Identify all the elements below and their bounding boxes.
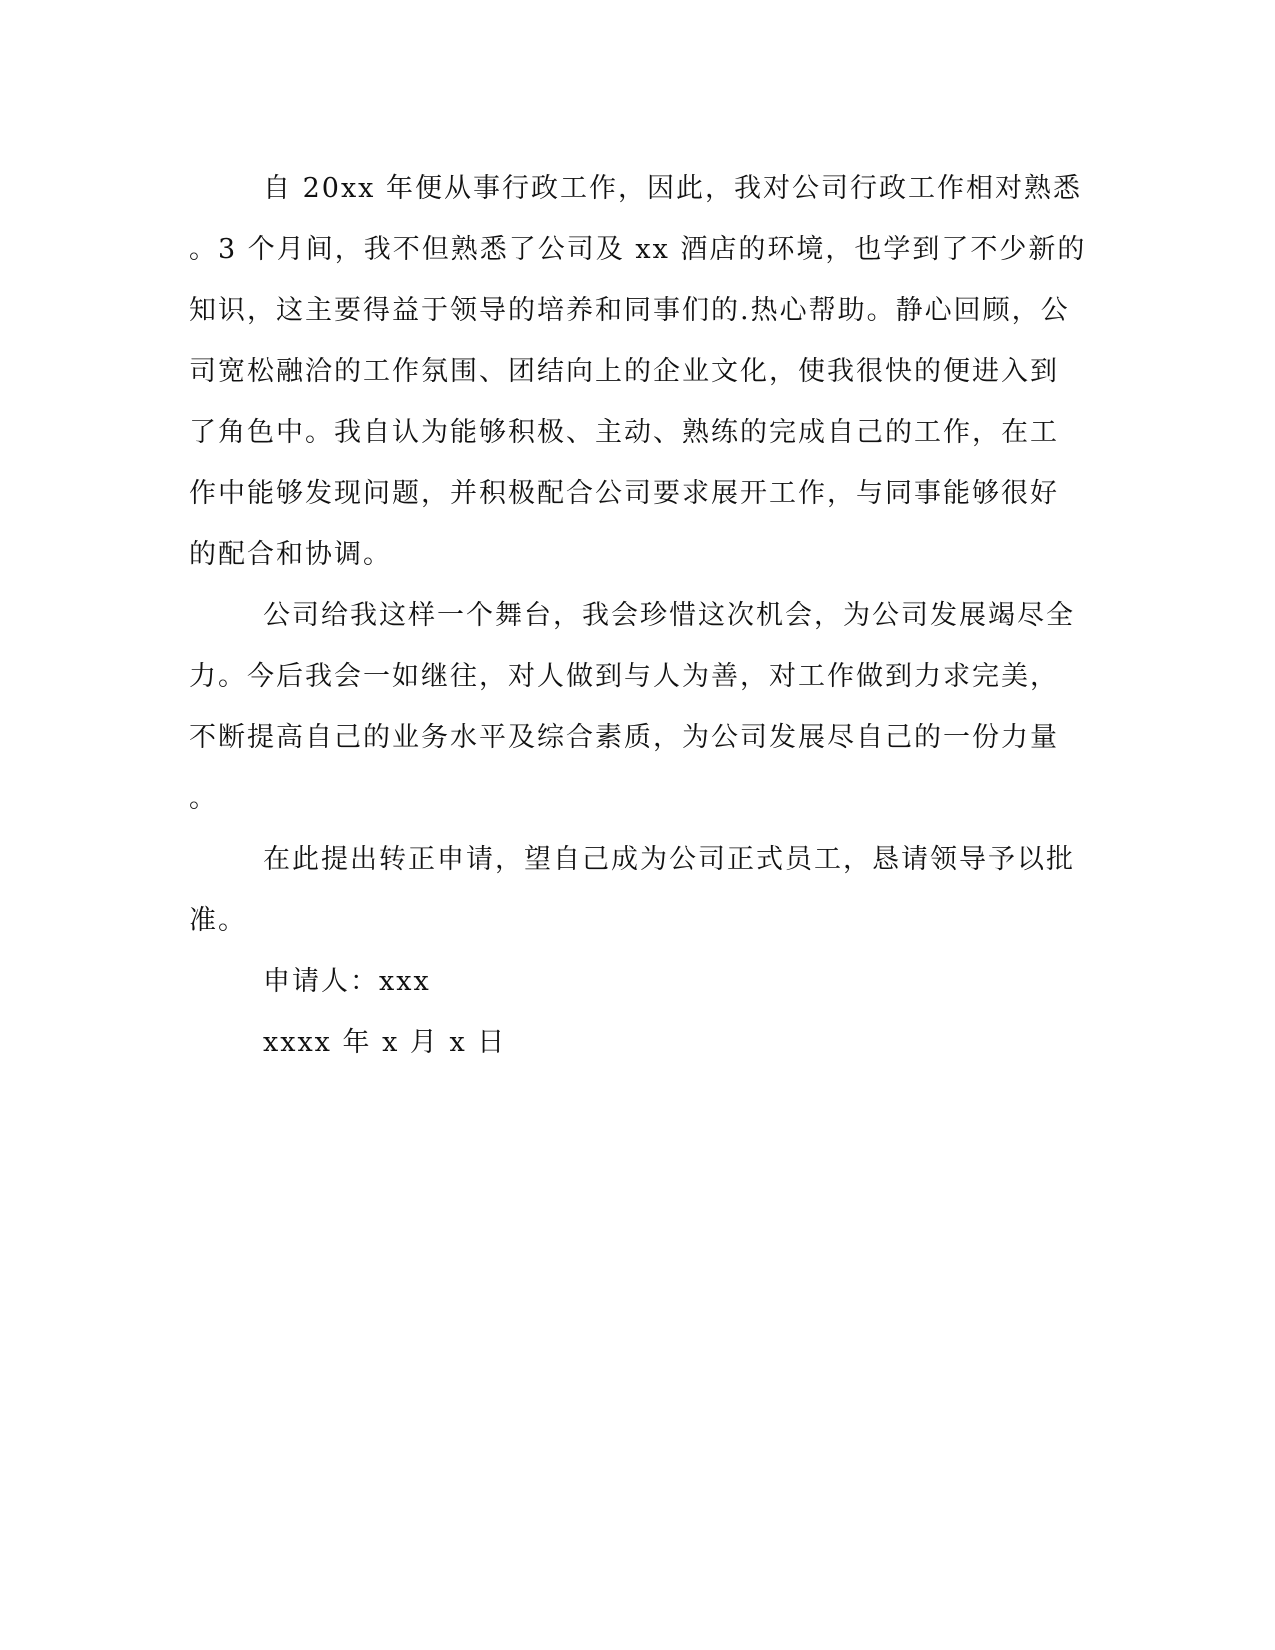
text-line: 公司给我这样一个舞台，我会珍惜这次机会，为公司发展竭尽全 <box>263 600 1075 631</box>
text-line: 了角色中。我自认为能够积极、主动、熟练的完成自己的工作，在工 <box>189 417 1059 448</box>
text-line: 准。 <box>189 905 247 936</box>
document-body <box>189 158 1089 1073</box>
text-line: 自 20xx 年便从事行政工作，因此，我对公司行政工作相对熟悉 <box>263 173 1082 204</box>
applicant-line: 申请人：xxx <box>263 966 431 997</box>
paragraph-commitment <box>189 585 1089 829</box>
text-line: 作中能够发现问题，并积极配合公司要求展开工作，与同事能够很好 <box>189 478 1059 509</box>
text-line: 。 <box>189 783 218 814</box>
text-line: 的配合和协调。 <box>189 539 392 570</box>
text-line: 在此提出转正申请，望自己成为公司正式员工，恳请领导予以批 <box>263 844 1075 875</box>
paragraph-request <box>189 829 1089 951</box>
text-line: 力。今后我会一如继往，对人做到与人为善，对工作做到力求完美， <box>189 661 1059 692</box>
text-line: 。3 个月间，我不但熟悉了公司及 xx 酒店的环境，也学到了不少新的 <box>189 234 1087 265</box>
paragraph-work-experience <box>189 158 1089 585</box>
signature-block <box>189 951 1089 1073</box>
text-line: 司宽松融洽的工作氛围、团结向上的企业文化，使我很快的便进入到 <box>189 356 1059 387</box>
text-line: 知识，这主要得益于领导的培养和同事们的.热心帮助。静心回顾，公 <box>189 295 1070 326</box>
date-line: xxxx 年 x 月 x 日 <box>263 1027 507 1058</box>
text-line: 不断提高自己的业务水平及综合素质，为公司发展尽自己的一份力量 <box>189 722 1059 753</box>
